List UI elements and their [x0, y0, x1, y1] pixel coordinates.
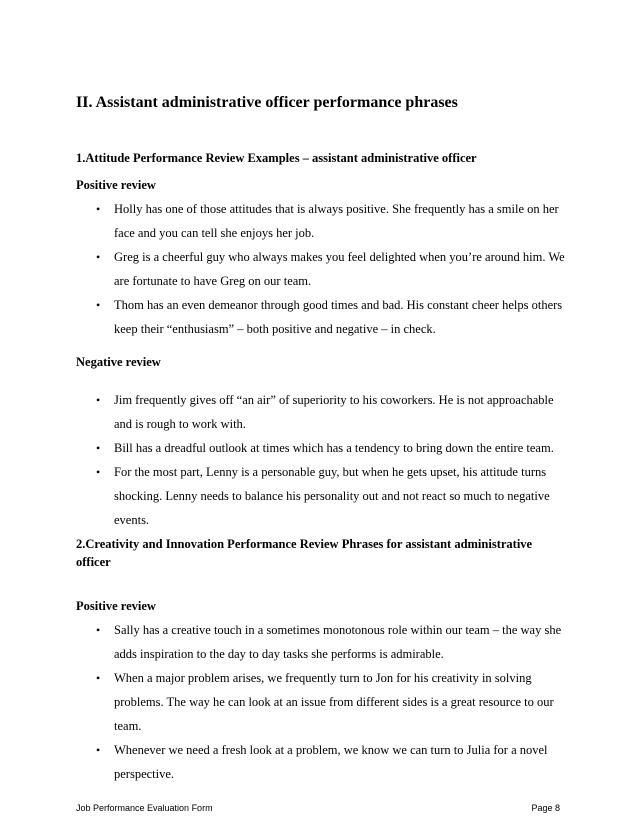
list-item: [76, 293, 566, 341]
section-1-positive-list: [76, 197, 566, 341]
list-item: [76, 460, 566, 532]
footer-page-number: Page 8: [531, 803, 560, 813]
bullet-icon: •: [96, 298, 101, 312]
section-1-positive-label: Positive review: [76, 178, 156, 192]
list-item-text: Sally has a creative touch in a sometimes monotonous role within our team – the way she adds inspiration to the day to day tasks she performs is admirable.: [114, 623, 562, 661]
list-item-text: When a major problem arises, we frequently turn to Jon for his creativity in solving problems. The way he can look at an issue from different sides is a great resource to our team.: [114, 671, 554, 733]
list-item-text: Holly has one of those attitudes that is always positive. She frequently has a smile on her face and you can tell she enjoys her job.: [114, 202, 559, 240]
list-item: [76, 436, 566, 460]
bullet-icon: •: [96, 250, 101, 264]
section-1-negative-label: Negative review: [76, 355, 161, 369]
section-2-positive-list: [76, 618, 566, 786]
bullet-icon: •: [96, 743, 101, 757]
bullet-icon: •: [96, 202, 101, 216]
list-item: [76, 245, 566, 293]
bullet-icon: •: [96, 441, 101, 455]
bullet-icon: •: [96, 393, 101, 407]
section-1-negative-list: [76, 388, 566, 532]
section-2-title-line-1: 2.Creativity and Innovation Performance Review Phrases for assistant administrative: [76, 537, 533, 551]
section-2-title-line-2: officer: [76, 555, 111, 569]
bullet-icon: •: [96, 465, 101, 479]
list-item: [76, 197, 566, 245]
list-item-text: For the most part, Lenny is a personable guy, but when he gets upset, his attitude turns shocking. Lenny needs to balance his personality out and not react so much to negative events.: [114, 465, 550, 527]
list-item-text: Whenever we need a fresh look at a problem, we know we can turn to Julia for a novel perspective.: [114, 743, 548, 781]
page-heading: II. Assistant administrative officer performance phrases: [76, 94, 458, 111]
section-1-title: 1.Attitude Performance Review Examples – assistant administrative officer: [76, 151, 477, 165]
list-item-text: Jim frequently gives off “an air” of superiority to his coworkers. He is not approachable and is rough to work with.: [114, 393, 554, 431]
list-item: [76, 388, 566, 436]
list-item-text: Bill has a dreadful outlook at times which has a tendency to bring down the entire team.: [114, 441, 554, 455]
list-item: [76, 618, 566, 666]
bullet-icon: •: [96, 623, 101, 637]
footer-document-title: Job Performance Evaluation Form: [76, 803, 213, 813]
list-item: [76, 666, 566, 738]
list-item-text: Thom has an even demeanor through good times and bad. His constant cheer helps others keep their “enthusiasm” – both positive and negative – in check.: [114, 298, 563, 336]
bullet-icon: •: [96, 671, 101, 685]
list-item: [76, 738, 566, 786]
section-2-positive-label: Positive review: [76, 599, 156, 613]
list-item-text: Greg is a cheerful guy who always makes you feel delighted when you’re around him. We are fortunate to have Greg on our team.: [114, 250, 565, 288]
